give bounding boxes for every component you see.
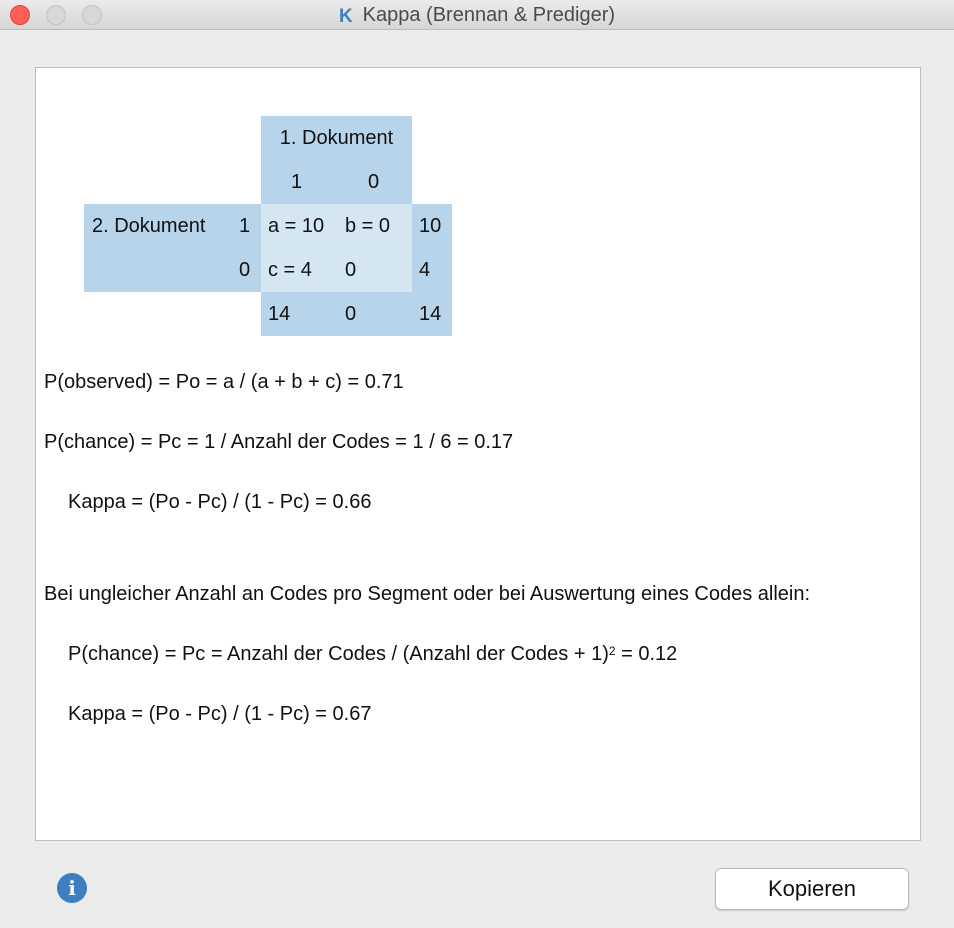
p-chance-alt-exponent: 2 — [608, 644, 616, 658]
cell-a: a = 10 — [268, 215, 325, 237]
p-chance-alt-prefix: P(chance) = Pc = Anzahl der Codes / (Anzahl der Codes + 1) — [68, 643, 609, 665]
window-title: Kappa (Brennan & Prediger) — [362, 3, 616, 26]
grand-total: 14 — [419, 303, 442, 325]
kappa-alt-formula: Kappa = (Po - Pc) / (1 - Pc) = 0.67 — [68, 703, 372, 725]
row-value-0: 0 — [239, 259, 251, 281]
results-panel — [35, 67, 921, 841]
title-bar — [0, 0, 954, 30]
copy-button[interactable]: Kopieren — [715, 868, 909, 910]
p-chance-alt-suffix: = 0.12 — [615, 643, 678, 665]
p-chance-formula: P(chance) = Pc = 1 / Anzahl der Codes = 1 / 6 = 0.17 — [44, 431, 514, 453]
p-observed-formula: P(observed) = Po = a / (a + b + c) = 0.71 — [44, 371, 404, 393]
col-total-0: 0 — [345, 303, 357, 325]
col-value-row — [261, 160, 412, 204]
app-k-icon: K — [338, 5, 353, 27]
cell-c: c = 4 — [268, 259, 312, 281]
row-total-0: 4 — [419, 259, 431, 281]
row-header-2-dokument: 2. Dokument — [92, 215, 206, 237]
col-value-1: 1 — [291, 171, 303, 193]
window-title-group — [0, 0, 954, 30]
kappa-formula: Kappa = (Po - Pc) / (1 - Pc) = 0.66 — [68, 491, 372, 513]
col-header-1-dokument: 1. Dokument — [261, 116, 412, 160]
cell-b: b = 0 — [345, 215, 391, 237]
row-total-1: 10 — [419, 215, 442, 237]
p-chance-alt-formula — [68, 642, 677, 666]
cell-d: 0 — [345, 259, 357, 281]
info-icon[interactable]: i — [57, 873, 87, 903]
col-value-0: 0 — [368, 171, 380, 193]
col-total-1: 14 — [268, 303, 291, 325]
unequal-codes-note: Bei ungleicher Anzahl an Codes pro Segment oder bei Auswertung eines Codes allein: — [44, 583, 811, 605]
row-value-1: 1 — [239, 215, 251, 237]
